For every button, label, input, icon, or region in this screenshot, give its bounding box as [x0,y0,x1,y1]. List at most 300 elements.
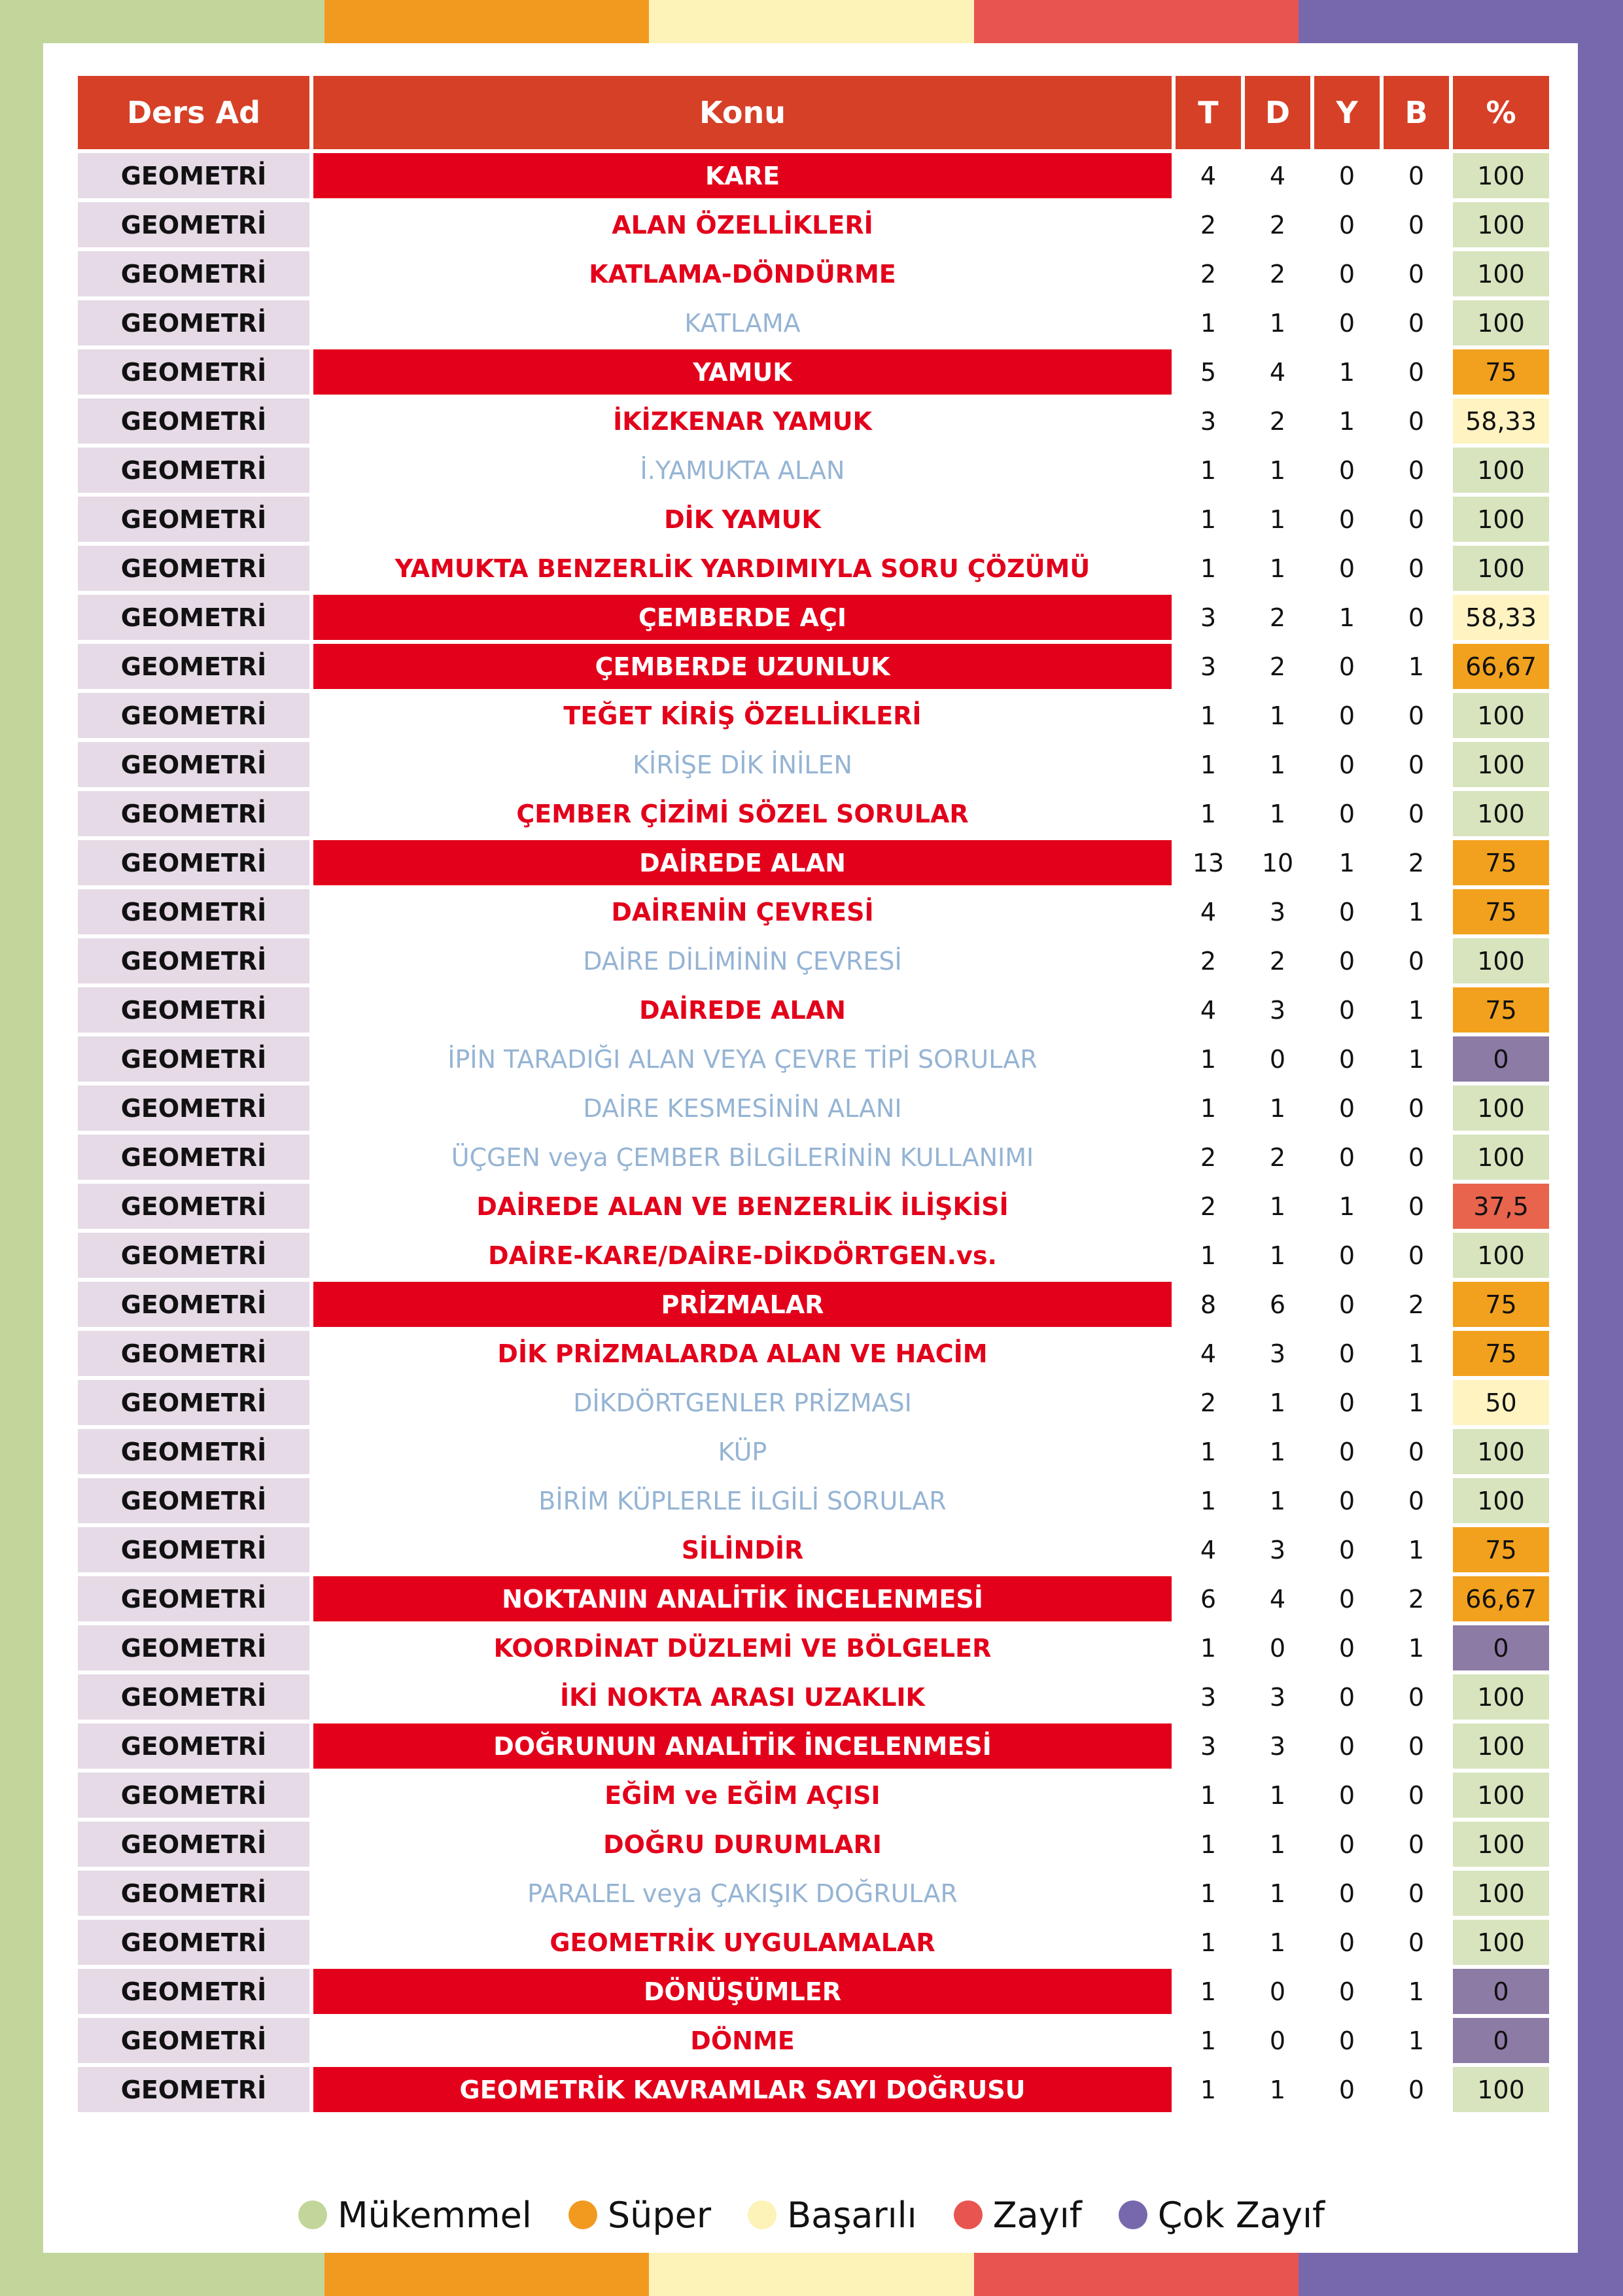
y-cell: 0 [1314,1920,1380,1965]
d-cell: 0 [1245,1969,1310,2014]
y-cell: 0 [1314,251,1380,296]
t-cell: 1 [1176,300,1241,345]
band-segment-basarili [649,2253,973,2296]
band-segment-cokzayif [1299,2253,1623,2296]
d-cell: 1 [1245,742,1310,787]
b-cell: 1 [1384,1969,1449,2014]
t-cell: 2 [1176,202,1241,247]
b-cell: 1 [1384,1331,1449,1376]
subject-cell: GEOMETRİ [78,1773,309,1818]
y-cell: 0 [1314,1674,1380,1720]
d-cell: 3 [1245,987,1310,1033]
y-cell: 1 [1314,840,1380,885]
b-cell: 0 [1384,202,1449,247]
y-cell: 0 [1314,1282,1380,1327]
legend-item-cokzayif [1119,2195,1325,2236]
d-cell: 0 [1245,2018,1310,2063]
subject-cell: GEOMETRİ [78,251,309,296]
top-color-band [0,0,1623,43]
b-cell: 0 [1384,938,1449,983]
header-percent: % [1453,76,1549,149]
t-cell: 4 [1176,153,1241,198]
b-cell: 0 [1384,1135,1449,1180]
percent-cell: 100 [1453,497,1549,542]
legend-dot-icon [1119,2200,1147,2229]
b-cell: 0 [1384,2067,1449,2112]
subject-cell: GEOMETRİ [78,1184,309,1229]
table-row [78,2067,1549,2112]
y-cell: 0 [1314,1380,1380,1425]
header-t: T [1176,76,1241,149]
d-cell: 0 [1245,1036,1310,1082]
table-row [78,1674,1549,1720]
legend-label: Mükemmel [338,2194,532,2236]
percent-cell: 0 [1453,1625,1549,1670]
legend-item-basarili [748,2195,917,2236]
subject-cell: GEOMETRİ [78,153,309,198]
table-row [78,546,1549,591]
subject-cell: GEOMETRİ [78,1723,309,1769]
percent-cell: 100 [1453,1086,1549,1131]
table-row [78,1233,1549,1278]
y-cell: 0 [1314,1773,1380,1818]
b-cell: 0 [1384,693,1449,738]
t-cell: 4 [1176,1331,1241,1376]
subject-cell: GEOMETRİ [78,889,309,934]
topic-cell: KOORDİNAT DÜZLEMİ VE BÖLGELER [313,1625,1172,1670]
subject-cell: GEOMETRİ [78,202,309,247]
y-cell: 0 [1314,1086,1380,1131]
b-cell: 0 [1384,1674,1449,1720]
y-cell: 0 [1314,742,1380,787]
subject-cell: GEOMETRİ [78,1969,309,2014]
d-cell: 10 [1245,840,1310,885]
t-cell: 8 [1176,1282,1241,1327]
percent-cell: 100 [1453,300,1549,345]
legend-item-mukemmel [298,2195,532,2236]
topic-cell: DAİREDE ALAN [313,987,1172,1033]
subject-cell: GEOMETRİ [78,742,309,787]
t-cell: 1 [1176,497,1241,542]
t-cell: 4 [1176,987,1241,1033]
percent-cell: 58,33 [1453,398,1549,444]
b-cell: 0 [1384,1478,1449,1523]
d-cell: 1 [1245,1086,1310,1131]
topic-cell: DİKDÖRTGENLER PRİZMASI [313,1380,1172,1425]
y-cell: 0 [1314,300,1380,345]
d-cell: 1 [1245,2067,1310,2112]
y-cell: 0 [1314,1429,1380,1474]
topic-cell: KÜP [313,1429,1172,1474]
topic-cell: DOĞRUNUN ANALİTİK İNCELENMESİ [313,1723,1172,1769]
band-segment-zayif [974,0,1299,43]
percent-cell: 100 [1453,1871,1549,1916]
y-cell: 1 [1314,595,1380,640]
band-segment-cokzayif [1299,0,1623,43]
d-cell: 2 [1245,398,1310,444]
subject-cell: GEOMETRİ [78,1086,309,1131]
b-cell: 1 [1384,889,1449,934]
percent-cell: 100 [1453,1135,1549,1180]
subject-cell: GEOMETRİ [78,349,309,395]
table-row [78,742,1549,787]
topic-cell: EĞİM ve EĞİM AÇISI [313,1773,1172,1818]
t-cell: 1 [1176,1429,1241,1474]
b-cell: 0 [1384,1723,1449,1769]
subject-cell: GEOMETRİ [78,693,309,738]
d-cell: 2 [1245,938,1310,983]
topic-cell: PRİZMALAR [313,1282,1172,1327]
y-cell: 0 [1314,1625,1380,1670]
table-row [78,1871,1549,1916]
d-cell: 3 [1245,1723,1310,1769]
t-cell: 1 [1176,1478,1241,1523]
right-border-stripe [1578,0,1623,2296]
percent-cell: 100 [1453,1822,1549,1867]
table-row [78,1380,1549,1425]
topic-cell: DAİRE KESMESİNİN ALANI [313,1086,1172,1131]
table-row [78,300,1549,345]
b-cell: 0 [1384,1233,1449,1278]
subject-cell: GEOMETRİ [78,398,309,444]
t-cell: 2 [1176,938,1241,983]
y-cell: 0 [1314,1871,1380,1916]
table-row [78,1036,1549,1082]
b-cell: 1 [1384,1527,1449,1572]
b-cell: 0 [1384,1086,1449,1131]
table-header-row [78,76,1549,149]
t-cell: 5 [1176,349,1241,395]
d-cell: 4 [1245,349,1310,395]
subject-cell: GEOMETRİ [78,791,309,836]
t-cell: 1 [1176,1871,1241,1916]
topic-cell: İKİ NOKTA ARASI UZAKLIK [313,1674,1172,1720]
table-row [78,349,1549,395]
t-cell: 1 [1176,1086,1241,1131]
b-cell: 1 [1384,1036,1449,1082]
y-cell: 0 [1314,1822,1380,1867]
t-cell: 2 [1176,1184,1241,1229]
y-cell: 0 [1314,448,1380,493]
b-cell: 2 [1384,1576,1449,1621]
topic-cell: KARE [313,153,1172,198]
percent-cell: 0 [1453,1969,1549,2014]
t-cell: 1 [1176,1920,1241,1965]
topic-cell: DOĞRU DURUMLARI [313,1822,1172,1867]
t-cell: 3 [1176,1674,1241,1720]
table-row [78,1527,1549,1572]
d-cell: 3 [1245,1674,1310,1720]
t-cell: 3 [1176,595,1241,640]
subject-cell: GEOMETRİ [78,1331,309,1376]
y-cell: 0 [1314,693,1380,738]
percent-cell: 37,5 [1453,1184,1549,1229]
table-body [78,153,1549,2112]
topic-cell: YAMUK [313,349,1172,395]
t-cell: 4 [1176,889,1241,934]
percent-cell: 100 [1453,1233,1549,1278]
y-cell: 1 [1314,349,1380,395]
topic-results-table [74,72,1553,2116]
header-d: D [1245,76,1310,149]
table-row [78,987,1549,1033]
d-cell: 1 [1245,1773,1310,1818]
topic-cell: YAMUKTA BENZERLİK YARDIMIYLA SORU ÇÖZÜMÜ [313,546,1172,591]
b-cell: 0 [1384,1822,1449,1867]
t-cell: 1 [1176,1969,1241,2014]
d-cell: 1 [1245,448,1310,493]
topic-cell: DİK PRİZMALARDA ALAN VE HACİM [313,1331,1172,1376]
b-cell: 2 [1384,840,1449,885]
percent-cell: 100 [1453,1429,1549,1474]
d-cell: 3 [1245,889,1310,934]
b-cell: 0 [1384,1773,1449,1818]
topic-cell: DÖNÜŞÜMLER [313,1969,1172,2014]
table-row [78,153,1549,198]
table-row [78,1184,1549,1229]
t-cell: 3 [1176,644,1241,689]
y-cell: 1 [1314,1184,1380,1229]
t-cell: 4 [1176,1527,1241,1572]
table-row [78,1822,1549,1867]
subject-cell: GEOMETRİ [78,1036,309,1082]
y-cell: 0 [1314,1036,1380,1082]
percent-cell: 100 [1453,742,1549,787]
table-row [78,251,1549,296]
b-cell: 1 [1384,987,1449,1033]
b-cell: 1 [1384,1625,1449,1670]
band-segment-super [324,0,649,43]
table-row [78,1723,1549,1769]
table-row [78,889,1549,934]
band-segment-basarili [649,0,973,43]
table-row [78,1331,1549,1376]
b-cell: 2 [1384,1282,1449,1327]
percent-cell: 75 [1453,1282,1549,1327]
percent-cell: 100 [1453,1674,1549,1720]
subject-cell: GEOMETRİ [78,300,309,345]
d-cell: 1 [1245,497,1310,542]
table-row [78,497,1549,542]
left-border-stripe [0,0,43,2296]
header-b: B [1384,76,1449,149]
topic-cell: TEĞET KİRİŞ ÖZELLİKLERİ [313,693,1172,738]
topic-cell: GEOMETRİK KAVRAMLAR SAYI DOĞRUSU [313,2067,1172,2112]
topic-cell: DAİRE-KARE/DAİRE-DİKDÖRTGEN.vs. [313,1233,1172,1278]
b-cell: 0 [1384,742,1449,787]
percent-cell: 75 [1453,987,1549,1033]
y-cell: 0 [1314,1331,1380,1376]
topic-cell: ÜÇGEN veya ÇEMBER BİLGİLERİNİN KULLANIMI [313,1135,1172,1180]
y-cell: 0 [1314,1478,1380,1523]
header-konu: Konu [313,76,1172,149]
b-cell: 0 [1384,251,1449,296]
t-cell: 1 [1176,1773,1241,1818]
topic-cell: ÇEMBERDE UZUNLUK [313,644,1172,689]
percent-cell: 100 [1453,1478,1549,1523]
percent-cell: 75 [1453,889,1549,934]
y-cell: 1 [1314,398,1380,444]
topic-cell: ÇEMBER ÇİZİMİ SÖZEL SORULAR [313,791,1172,836]
t-cell: 1 [1176,546,1241,591]
b-cell: 0 [1384,497,1449,542]
table-row [78,1576,1549,1621]
subject-cell: GEOMETRİ [78,1674,309,1720]
table-row [78,1920,1549,1965]
t-cell: 1 [1176,791,1241,836]
y-cell: 0 [1314,546,1380,591]
t-cell: 1 [1176,1036,1241,1082]
t-cell: 1 [1176,1625,1241,1670]
t-cell: 2 [1176,1135,1241,1180]
subject-cell: GEOMETRİ [78,1233,309,1278]
topic-cell: DİK YAMUK [313,497,1172,542]
b-cell: 0 [1384,349,1449,395]
subject-cell: GEOMETRİ [78,987,309,1033]
percent-cell: 100 [1453,791,1549,836]
subject-cell: GEOMETRİ [78,938,309,983]
d-cell: 1 [1245,1920,1310,1965]
y-cell: 0 [1314,1723,1380,1769]
percent-cell: 66,67 [1453,1576,1549,1621]
b-cell: 1 [1384,1380,1449,1425]
d-cell: 1 [1245,546,1310,591]
t-cell: 1 [1176,742,1241,787]
percent-cell: 100 [1453,202,1549,247]
subject-cell: GEOMETRİ [78,840,309,885]
t-cell: 6 [1176,1576,1241,1621]
table-row [78,1086,1549,1131]
subject-cell: GEOMETRİ [78,1429,309,1474]
percent-cell: 100 [1453,2067,1549,2112]
y-cell: 0 [1314,1527,1380,1572]
t-cell: 13 [1176,840,1241,885]
subject-cell: GEOMETRİ [78,1822,309,1867]
percent-cell: 100 [1453,1920,1549,1965]
b-cell: 0 [1384,1429,1449,1474]
y-cell: 0 [1314,1135,1380,1180]
y-cell: 0 [1314,202,1380,247]
percent-cell: 75 [1453,1527,1549,1572]
topic-cell: İKİZKENAR YAMUK [313,398,1172,444]
subject-cell: GEOMETRİ [78,1871,309,1916]
table-row [78,693,1549,738]
percent-cell: 100 [1453,1773,1549,1818]
table-row [78,202,1549,247]
percent-cell: 58,33 [1453,595,1549,640]
b-cell: 0 [1384,398,1449,444]
table-row [78,1625,1549,1670]
topic-cell: İPİN TARADIĞI ALAN VEYA ÇEVRE TİPİ SORULAR [313,1036,1172,1082]
topic-cell: NOKTANIN ANALİTİK İNCELENMESİ [313,1576,1172,1621]
subject-cell: GEOMETRİ [78,1920,309,1965]
b-cell: 0 [1384,1184,1449,1229]
subject-cell: GEOMETRİ [78,1625,309,1670]
subject-cell: GEOMETRİ [78,1478,309,1523]
d-cell: 1 [1245,1822,1310,1867]
d-cell: 2 [1245,202,1310,247]
table-row [78,791,1549,836]
y-cell: 0 [1314,938,1380,983]
t-cell: 1 [1176,693,1241,738]
percent-cell: 100 [1453,938,1549,983]
topic-cell: DÖNME [313,2018,1172,2063]
y-cell: 0 [1314,1233,1380,1278]
header-y: Y [1314,76,1380,149]
performance-legend [0,2192,1623,2238]
t-cell: 1 [1176,2067,1241,2112]
percent-cell: 0 [1453,1036,1549,1082]
legend-label: Süper [607,2194,712,2236]
table-row [78,1773,1549,1818]
subject-cell: GEOMETRİ [78,595,309,640]
b-cell: 0 [1384,546,1449,591]
table-row [78,1429,1549,1474]
d-cell: 1 [1245,1184,1310,1229]
y-cell: 0 [1314,497,1380,542]
legend-item-super [568,2195,711,2236]
b-cell: 0 [1384,791,1449,836]
topic-cell: ALAN ÖZELLİKLERİ [313,202,1172,247]
d-cell: 0 [1245,1625,1310,1670]
d-cell: 1 [1245,1871,1310,1916]
b-cell: 0 [1384,153,1449,198]
table-row [78,398,1549,444]
subject-cell: GEOMETRİ [78,1135,309,1180]
subject-cell: GEOMETRİ [78,497,309,542]
table-row [78,1969,1549,2014]
table-row [78,1135,1549,1180]
topic-cell: KATLAMA-DÖNDÜRME [313,251,1172,296]
percent-cell: 75 [1453,349,1549,395]
t-cell: 1 [1176,448,1241,493]
legend-item-zayif [954,2195,1082,2236]
topic-cell: PARALEL veya ÇAKIŞIK DOĞRULAR [313,1871,1172,1916]
percent-cell: 50 [1453,1380,1549,1425]
d-cell: 1 [1245,1380,1310,1425]
y-cell: 0 [1314,644,1380,689]
band-segment-mukemmel [0,0,324,43]
y-cell: 0 [1314,153,1380,198]
band-segment-super [324,2253,649,2296]
table-row [78,595,1549,640]
topic-cell: GEOMETRİK UYGULAMALAR [313,1920,1172,1965]
d-cell: 4 [1245,1576,1310,1621]
t-cell: 1 [1176,1822,1241,1867]
legend-dot-icon [568,2200,597,2229]
t-cell: 1 [1176,1233,1241,1278]
legend-label: Çok Zayıf [1157,2194,1325,2236]
topic-cell: KİRİŞE DİK İNİLEN [313,742,1172,787]
t-cell: 2 [1176,1380,1241,1425]
percent-cell: 100 [1453,693,1549,738]
legend-dot-icon [748,2200,777,2229]
table-row [78,2018,1549,2063]
t-cell: 3 [1176,1723,1241,1769]
y-cell: 0 [1314,987,1380,1033]
d-cell: 2 [1245,595,1310,640]
d-cell: 1 [1245,1478,1310,1523]
subject-cell: GEOMETRİ [78,2018,309,2063]
legend-label: Başarılı [787,2194,917,2236]
band-segment-mukemmel [0,2253,324,2296]
topic-cell: DAİRE DİLİMİNİN ÇEVRESİ [313,938,1172,983]
table-row [78,1478,1549,1523]
subject-cell: GEOMETRİ [78,1380,309,1425]
percent-cell: 100 [1453,546,1549,591]
percent-cell: 75 [1453,840,1549,885]
legend-dot-icon [298,2200,327,2229]
